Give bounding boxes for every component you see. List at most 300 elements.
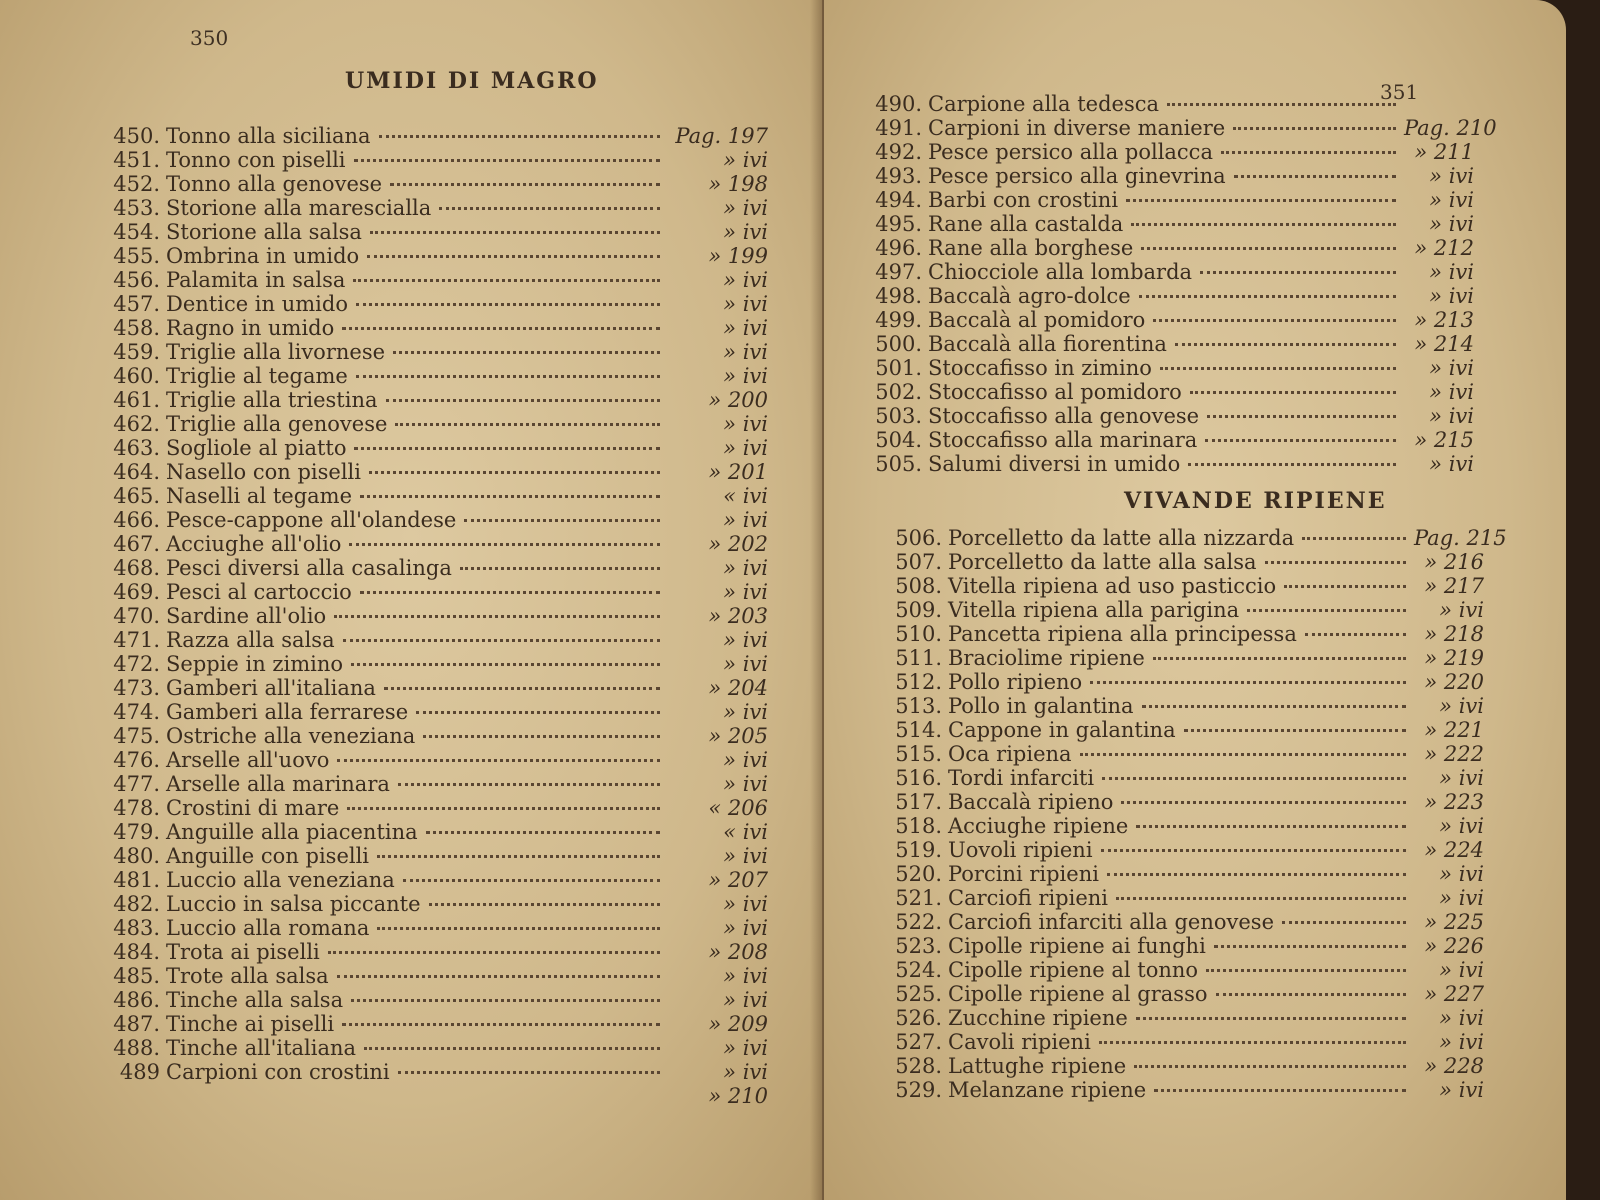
toc-entry	[88, 556, 768, 580]
entry-number: 523.	[895, 934, 942, 958]
toc-entry	[88, 436, 768, 460]
entry-page-ref: Pag. 197	[675, 124, 768, 148]
toc-entry	[864, 356, 1474, 380]
entry-page-ref: » ivi	[723, 892, 768, 916]
toc-entry	[884, 982, 1484, 1006]
entry-title: Rane alla borghese	[928, 236, 1134, 260]
toc-entry	[884, 742, 1484, 766]
entry-title: Sardine all'olio	[166, 604, 327, 628]
dot-leader	[1282, 921, 1406, 924]
dot-leader	[1207, 415, 1396, 418]
entry-number: 501.	[875, 356, 922, 380]
entry-number: 481.	[113, 868, 160, 892]
entry-title: Ostriche alla veneziana	[166, 724, 416, 748]
entry-title: Chiocciole alla lombarda	[928, 260, 1193, 284]
entry-page-ref: » 200	[708, 388, 768, 412]
entry-page-ref: » 201	[708, 460, 768, 484]
toc-entry	[884, 598, 1484, 622]
entry-title: Vitella ripiena alla parigina	[948, 598, 1240, 622]
toc-entry	[88, 484, 768, 508]
entry-title: Porcelletto da latte alla salsa	[948, 550, 1257, 574]
entry-title: Carciofi infarciti alla genovese	[948, 910, 1274, 934]
dot-leader	[1221, 151, 1396, 154]
toc-entry	[88, 1012, 768, 1036]
right-entry-list-bottom	[884, 526, 1507, 1102]
entry-page-ref: » 198	[708, 172, 768, 196]
dot-leader	[347, 807, 660, 810]
toc-entry	[88, 700, 768, 724]
dot-leader	[1175, 343, 1396, 346]
toc-entry	[88, 604, 768, 628]
entry-number: 466.	[113, 508, 160, 532]
dot-leader	[1154, 1089, 1406, 1092]
entry-title: Porcini ripieni	[948, 862, 1099, 886]
toc-entry	[884, 1006, 1484, 1030]
entry-number: 479.	[113, 820, 160, 844]
left-entry-list	[88, 124, 768, 1108]
entry-title: Razza alla salsa	[166, 628, 335, 652]
dot-leader	[369, 471, 660, 474]
entry-number: 528.	[895, 1054, 942, 1078]
entry-title: Stoccafisso alla marinara	[928, 428, 1198, 452]
entry-page-ref: » ivi	[723, 628, 768, 652]
toc-entry	[884, 526, 1507, 550]
entry-title: Baccalà ripieno	[948, 790, 1114, 814]
entry-page-ref: » 213	[1414, 308, 1474, 332]
entry-page-ref: » 202	[708, 532, 768, 556]
entry-number: 504.	[875, 428, 922, 452]
entry-title: Nasello con piselli	[166, 460, 361, 484]
entry-page-ref: » ivi	[723, 436, 768, 460]
dot-leader	[379, 135, 660, 138]
dot-leader	[349, 543, 660, 546]
entry-page-ref: » ivi	[1429, 356, 1474, 380]
entry-title: Tonno alla siciliana	[166, 124, 371, 148]
entry-page-ref: » ivi	[723, 340, 768, 364]
entry-title: Tonno alla genovese	[166, 172, 383, 196]
entry-title: Lattughe ripiene	[948, 1054, 1127, 1078]
toc-entry	[864, 404, 1474, 428]
entry-page-ref: » ivi	[723, 580, 768, 604]
right-page-number: 351	[1380, 80, 1419, 104]
toc-entry	[864, 140, 1474, 164]
entry-page-ref: » ivi	[1439, 958, 1484, 982]
entry-number: 457.	[113, 292, 160, 316]
dot-leader	[1305, 633, 1406, 636]
entry-title: Baccalà agro-dolce	[928, 284, 1131, 308]
entry-number: 499.	[875, 308, 922, 332]
entry-number: 453.	[113, 196, 160, 220]
dot-leader	[337, 975, 660, 978]
dot-leader	[337, 759, 660, 762]
entry-title: Cipolle ripiene al grasso	[948, 982, 1208, 1006]
dot-leader	[1141, 247, 1396, 250]
left-page-number: 350	[190, 26, 229, 50]
entry-number: 509.	[895, 598, 942, 622]
entry-number: 516.	[895, 766, 942, 790]
entry-page-ref: » 224	[1424, 838, 1484, 862]
entry-number: 510.	[895, 622, 942, 646]
entry-page-ref: » 223	[1424, 790, 1484, 814]
dot-leader	[1302, 537, 1406, 540]
dot-leader	[1188, 463, 1396, 466]
entry-title: Oca ripiena	[948, 742, 1072, 766]
toc-entry	[88, 820, 768, 844]
entry-number: 454.	[113, 220, 160, 244]
entry-title: Barbi con crostini	[928, 188, 1119, 212]
entry-title: Carciofi ripieni	[948, 886, 1109, 910]
entry-title: Tinche all'italiana	[166, 1036, 357, 1060]
entry-title: Stoccafisso al pomidoro	[928, 380, 1182, 404]
toc-entry	[884, 766, 1484, 790]
entry-number: 470.	[113, 604, 160, 628]
dot-leader	[377, 927, 660, 930]
entry-number: 485.	[113, 964, 160, 988]
entry-page-ref: » 205	[708, 724, 768, 748]
entry-title: Porcelletto da latte alla nizzarda	[948, 526, 1295, 550]
toc-entry	[88, 1036, 768, 1060]
dot-leader	[377, 855, 660, 858]
entry-number: 469.	[113, 580, 160, 604]
toc-entry	[884, 1078, 1484, 1102]
toc-entry	[88, 1060, 768, 1084]
dot-leader	[367, 255, 660, 258]
dot-leader	[1136, 1017, 1406, 1020]
toc-entry	[884, 670, 1484, 694]
entry-number: 458.	[113, 316, 160, 340]
entry-title: Arselle alla marinara	[166, 772, 390, 796]
entry-number: 512.	[895, 670, 942, 694]
entry-page-ref: » ivi	[723, 220, 768, 244]
dot-leader	[1200, 271, 1396, 274]
entry-number: 456.	[113, 268, 160, 292]
entry-number: 475.	[113, 724, 160, 748]
entry-number: 476.	[113, 748, 160, 772]
toc-entry	[88, 988, 768, 1012]
dot-leader	[351, 999, 660, 1002]
entry-page-ref: » ivi	[1439, 694, 1484, 718]
toc-entry	[884, 958, 1484, 982]
dot-leader	[1099, 1041, 1406, 1044]
entry-page-ref: » ivi	[1439, 814, 1484, 838]
entry-page-ref: » 212	[1414, 236, 1474, 260]
dot-leader	[1136, 825, 1406, 828]
entry-page-ref: » ivi	[723, 748, 768, 772]
entry-number: 496.	[875, 236, 922, 260]
entry-title: Pesci al cartoccio	[166, 580, 352, 604]
entry-title: Triglie al tegame	[166, 364, 348, 388]
entry-page-ref: » ivi	[1429, 452, 1474, 476]
toc-entry	[884, 1054, 1484, 1078]
toc-entry	[884, 574, 1484, 598]
entry-page-ref: » 217	[1424, 574, 1484, 598]
entry-page-ref: » ivi	[723, 916, 768, 940]
dot-leader	[1102, 777, 1406, 780]
entry-number: 524.	[895, 958, 942, 982]
entry-title: Cavoli ripieni	[948, 1030, 1091, 1054]
toc-entry	[864, 380, 1474, 404]
entry-number: 511.	[895, 646, 942, 670]
dot-leader	[1233, 127, 1396, 130]
entry-number: 471.	[113, 628, 160, 652]
entry-title: Stoccafisso in zimino	[928, 356, 1152, 380]
toc-entry	[88, 460, 768, 484]
toc-entry	[864, 332, 1474, 356]
dot-leader	[395, 423, 660, 426]
dot-leader	[1153, 319, 1396, 322]
entry-number: 495.	[875, 212, 922, 236]
entry-title: Pancetta ripiena alla principessa	[948, 622, 1297, 646]
dot-leader	[1131, 223, 1396, 226]
dot-leader	[370, 231, 660, 234]
entry-page-ref: » 209	[708, 1012, 768, 1036]
entry-title: Triglie alla triestina	[166, 388, 378, 412]
dot-leader	[1184, 729, 1406, 732]
entry-number: 502.	[875, 380, 922, 404]
toc-entry	[88, 868, 768, 892]
entry-title: Gamberi alla ferrarese	[166, 700, 409, 724]
entry-page-ref: » ivi	[723, 1060, 768, 1084]
entry-page-ref: » ivi	[1429, 284, 1474, 308]
entry-page-ref: Pag. 210	[1404, 116, 1497, 140]
dot-leader	[1205, 439, 1396, 442]
toc-entry	[88, 292, 768, 316]
entry-number: 525.	[895, 982, 942, 1006]
toc-entry	[88, 772, 768, 796]
entry-number: 473.	[113, 676, 160, 700]
entry-number: 518.	[895, 814, 942, 838]
entry-number: 506.	[895, 526, 942, 550]
entry-number: 455.	[113, 244, 160, 268]
dot-leader	[1216, 993, 1407, 996]
entry-number: 519.	[895, 838, 942, 862]
entry-page-ref: » ivi	[723, 844, 768, 868]
entry-number: 483.	[113, 916, 160, 940]
entry-number: 498.	[875, 284, 922, 308]
entry-number: 505.	[875, 452, 922, 476]
dot-leader	[429, 903, 660, 906]
entry-title: Ragno in umido	[166, 316, 335, 340]
entry-number: 522.	[895, 910, 942, 934]
toc-entry	[88, 796, 768, 820]
entry-page-ref: » ivi	[723, 268, 768, 292]
dot-leader	[356, 303, 660, 306]
right-page	[824, 0, 1566, 1200]
entry-number: 529.	[895, 1078, 942, 1102]
entry-page-ref: » ivi	[723, 412, 768, 436]
entry-title: Anguille alla piacentina	[166, 820, 418, 844]
entry-title: Triglie alla livornese	[166, 340, 386, 364]
toc-entry	[884, 550, 1484, 574]
entry-page-ref: » 199	[708, 244, 768, 268]
entry-page-ref: » 228	[1424, 1054, 1484, 1078]
entry-page-ref: » ivi	[723, 364, 768, 388]
entry-title: Melanzane ripiene	[948, 1078, 1147, 1102]
entry-number: 467.	[113, 532, 160, 556]
dot-leader	[464, 519, 660, 522]
entry-title: Cappone in galantina	[948, 718, 1176, 742]
toc-entry	[864, 164, 1474, 188]
dot-leader	[1090, 681, 1406, 684]
entry-title: Naselli al tegame	[166, 484, 353, 508]
toc-entry	[864, 284, 1474, 308]
entry-title: Trote alla salsa	[166, 964, 329, 988]
right-section-heading: VIVANDE RIPIENE	[1124, 488, 1387, 514]
entry-page-ref: « 206	[708, 796, 768, 820]
entry-page-ref: » ivi	[1429, 212, 1474, 236]
entry-number: 478.	[113, 796, 160, 820]
dot-leader	[423, 735, 660, 738]
entry-page-ref: » 216	[1424, 550, 1484, 574]
entry-page-ref: « ivi	[723, 484, 768, 508]
dot-leader	[439, 207, 660, 210]
dot-leader	[393, 351, 660, 354]
entry-number: 477.	[113, 772, 160, 796]
entry-page-ref: » ivi	[1429, 164, 1474, 188]
entry-title: Trota ai piselli	[166, 940, 320, 964]
dot-leader	[1160, 367, 1396, 370]
toc-entry	[884, 718, 1484, 742]
dot-leader	[1284, 585, 1406, 588]
entry-title: Luccio alla veneziana	[166, 868, 395, 892]
toc-entry	[88, 340, 768, 364]
toc-entry	[864, 452, 1474, 476]
entry-number: 474.	[113, 700, 160, 724]
entry-page-ref: » ivi	[723, 772, 768, 796]
entry-number: 472.	[113, 652, 160, 676]
toc-entry	[884, 1030, 1484, 1054]
entry-number: 461.	[113, 388, 160, 412]
toc-entry	[88, 532, 768, 556]
entry-number: 497.	[875, 260, 922, 284]
toc-entry	[88, 748, 768, 772]
toc-entry	[88, 628, 768, 652]
entry-number: 500.	[875, 332, 922, 356]
entry-number: 514.	[895, 718, 942, 742]
toc-entry	[884, 646, 1484, 670]
toc-entry	[88, 388, 768, 412]
entry-title: Stoccafisso alla genovese	[928, 404, 1200, 428]
entry-number: 480.	[113, 844, 160, 868]
entry-page-ref: » ivi	[1429, 260, 1474, 284]
entry-number: 507.	[895, 550, 942, 574]
entry-page-ref: » 227	[1424, 982, 1484, 1006]
entry-page-ref: » ivi	[723, 1036, 768, 1060]
entry-page-ref: » ivi	[723, 700, 768, 724]
toc-entry	[884, 862, 1484, 886]
dot-leader	[386, 399, 661, 402]
entry-page-ref: » ivi	[723, 292, 768, 316]
entry-title: Cipolle ripiene ai funghi	[948, 934, 1206, 958]
toc-entry	[864, 116, 1497, 140]
dot-leader	[328, 951, 660, 954]
toc-entry	[884, 814, 1484, 838]
dot-leader	[342, 1023, 660, 1026]
dot-leader	[1167, 103, 1396, 106]
entry-title: Ombrina in umido	[166, 244, 360, 268]
toc-entry	[88, 652, 768, 676]
dot-leader	[384, 687, 660, 690]
entry-title: Rane alla castalda	[928, 212, 1124, 236]
entry-title: Arselle all'uovo	[166, 748, 330, 772]
entry-number: 521.	[895, 886, 942, 910]
dot-leader	[1214, 945, 1406, 948]
dot-leader	[398, 1071, 660, 1074]
dot-leader	[1153, 657, 1406, 660]
entry-title: Anguille con piselli	[166, 844, 370, 868]
dot-leader	[360, 591, 660, 594]
entry-page-ref: » 210	[708, 1084, 768, 1108]
entry-number: 465.	[113, 484, 160, 508]
dot-leader	[364, 1047, 660, 1050]
entry-page-ref: » ivi	[723, 196, 768, 220]
entry-page-ref: » ivi	[1439, 1030, 1484, 1054]
dot-leader	[334, 615, 660, 618]
dot-leader	[1107, 873, 1406, 876]
entry-page-ref: » ivi	[1439, 886, 1484, 910]
entry-page-ref: » ivi	[1429, 404, 1474, 428]
entry-title: Braciolime ripiene	[948, 646, 1145, 670]
entry-page-ref: Pag. 215	[1414, 526, 1507, 550]
toc-entry	[884, 838, 1484, 862]
entry-title: Pesce persico alla ginevrina	[928, 164, 1226, 188]
entry-page-ref: » 225	[1424, 910, 1484, 934]
entry-title: Luccio alla romana	[166, 916, 370, 940]
entry-number: 488.	[113, 1036, 160, 1060]
dot-leader	[398, 783, 660, 786]
toc-entry	[88, 964, 768, 988]
dot-leader	[426, 831, 660, 834]
toc-entry	[88, 580, 768, 604]
toc-entry	[864, 260, 1474, 284]
entry-title: Seppie in zimino	[166, 652, 344, 676]
entry-number: 460.	[113, 364, 160, 388]
entry-title: Sogliole al piatto	[166, 436, 347, 460]
entry-number: 526.	[895, 1006, 942, 1030]
dot-leader	[416, 711, 660, 714]
toc-entry	[88, 940, 768, 964]
entry-title: Pollo ripieno	[948, 670, 1083, 694]
toc-entry	[88, 172, 768, 196]
entry-title: Cipolle ripiene al tonno	[948, 958, 1199, 982]
entry-title: Salumi diversi in umido	[928, 452, 1181, 476]
dot-leader	[1206, 969, 1406, 972]
entry-number: 468.	[113, 556, 160, 580]
entry-page-ref: » ivi	[723, 988, 768, 1012]
dot-leader	[353, 279, 660, 282]
entry-title: Uovoli ripieni	[948, 838, 1093, 862]
dot-leader	[1101, 849, 1406, 852]
entry-page-ref: » 221	[1424, 718, 1484, 742]
entry-page-ref: » ivi	[1439, 598, 1484, 622]
toc-entry	[88, 1084, 768, 1108]
entry-number: 451.	[113, 148, 160, 172]
entry-title: Tinche alla salsa	[166, 988, 344, 1012]
toc-entry	[884, 790, 1484, 814]
entry-number: 464.	[113, 460, 160, 484]
entry-number: 482.	[113, 892, 160, 916]
toc-entry	[88, 316, 768, 340]
entry-title: Carpioni in diverse maniere	[928, 116, 1226, 140]
toc-entry	[88, 916, 768, 940]
entry-page-ref: » 208	[708, 940, 768, 964]
dot-leader	[354, 159, 660, 162]
entry-page-ref: » ivi	[1439, 766, 1484, 790]
toc-entry	[88, 844, 768, 868]
entry-title: Vitella ripiena ad uso pasticcio	[948, 574, 1277, 598]
entry-title: Palamita in salsa	[166, 268, 346, 292]
toc-entry	[884, 910, 1484, 934]
